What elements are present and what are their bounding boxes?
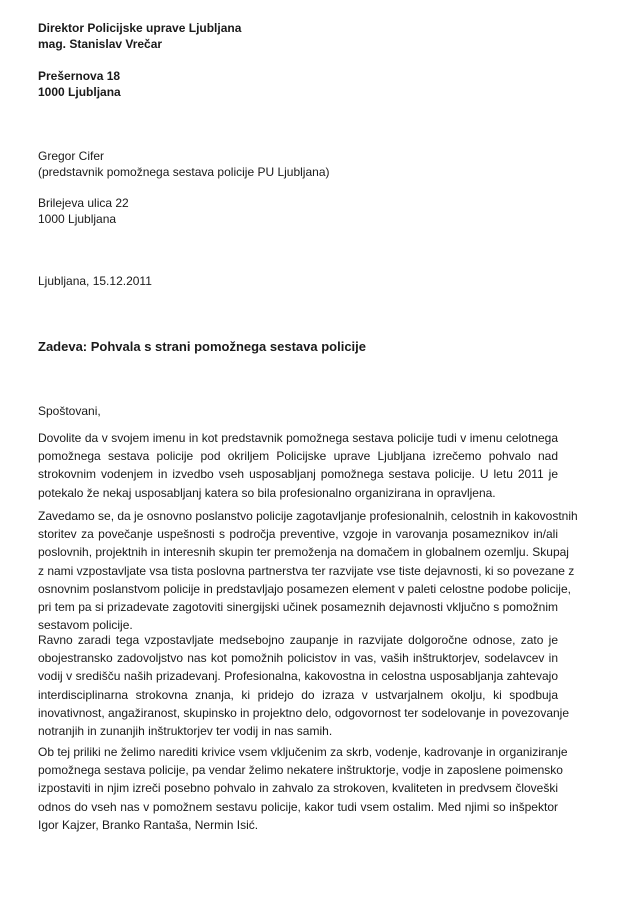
- letter-date: Ljubljana, 15.12.2011: [38, 274, 152, 288]
- paragraph-line: pomožnega sestava policije, pa vendar želimo nekatere inštruktorje, vodje in zaposlene poimensko: [38, 763, 563, 778]
- salutation: Spoštovani,: [38, 404, 101, 418]
- paragraph-line: notranjih in zunanjih inštruktorjev ter vodij in nas samih.: [38, 723, 333, 738]
- paragraph-line: osnovnim poslanstvom policije in predstavljajo posamezen element v paleti celostne podobe policije,: [38, 581, 571, 596]
- recipient-name: Gregor Cifer: [38, 149, 105, 163]
- recipient-city: 1000 Ljubljana: [38, 212, 117, 226]
- paragraph-line: Dovolite da v svojem imenu in kot predstavnik pomožnega sestava policije tudi v imenu celotnega: [38, 431, 558, 445]
- paragraph-line: odnos do vseh nas v pomožnem sestavu policije, kakor tudi vsem ostalim. Med njimi so inšpektor: [38, 799, 558, 814]
- paragraph-line: potekalo že nekaj usposabljanj katera so bila profesionalno organizirana in opravljena.: [38, 485, 496, 500]
- recipient-address: [38, 195, 129, 227]
- paragraph-line: Igor Kajzer, Branko Rantaša, Nermin Isić.: [38, 817, 259, 832]
- paragraph-2: [38, 507, 578, 634]
- paragraph-line: izpostaviti in njim izreči posebno pohvalo in zahvalo za strokoven, kvaliteten in predvsem človeški: [38, 781, 558, 796]
- paragraph-line: pri tem pa si prizadevate zagotoviti sinergijski učinek posameznih dejavnosti vključno s pomožnim: [38, 599, 558, 614]
- paragraph-line: Zavedamo se, da je osnovno poslanstvo policije zagotavljanje profesionalnih, celostnih in kakovostnih: [38, 509, 578, 523]
- paragraph-1: [38, 429, 558, 502]
- paragraph-line: storitev za povečanje uspešnosti s področja preventive, vzgoje in varovanja posameznikov in/ali: [38, 527, 558, 542]
- paragraph-line: poslovnih, projektnih in interesnih skupin ter premoženja na domačem in globalnem ozemlju. Skupaj: [38, 545, 569, 560]
- paragraph-line: obojestransko zadovoljstvo nas kot pomožnih policistov in vas, vaših inštruktorjev, sodelavcev in: [38, 651, 558, 666]
- sender-name: mag. Stanislav Vrečar: [38, 37, 163, 51]
- recipient-role: (predstavnik pomožnega sestava policije PU Ljubljana): [38, 165, 330, 179]
- paragraph-line: z nami vzpostavljate vsa tista poslovna partnerstva ter razvijate vse tiste dejavnosti, ki so povezane z: [38, 563, 575, 578]
- paragraph-line: Ob tej priliki ne želimo narediti krivice vsem vključenim za skrb, vodenje, kadrovanje in organiziranje: [38, 745, 568, 759]
- paragraph-line: interdisciplinarna strokovna znanja, ki pridejo do izraza v ustvarjalnem okolju, ki spodbuja: [38, 687, 558, 702]
- subject-line: Zadeva: Pohvala s strani pomožnega sestava policije: [38, 339, 367, 354]
- paragraph-line: strokovnim vodenjem in izvedbo vseh usposabljanj pomožnega sestava policije. U letu 2011 je: [38, 467, 558, 482]
- sender-header: [38, 20, 241, 52]
- paragraph-line: sestavom policije.: [38, 618, 133, 633]
- sender-title: Direktor Policijske uprave Ljubljana: [38, 21, 242, 35]
- paragraph-3: [38, 631, 569, 740]
- paragraph-line: vodij v središču naših prizadevanj. Profesionalna, kakovostna in celostna usposabljanja zahtevajo: [38, 669, 558, 684]
- recipient-block: [38, 148, 330, 180]
- sender-street: Prešernova 18: [38, 69, 121, 83]
- paragraph-line: pomožnega sestava policije pod okriljem Policijske uprave Ljubljana izrečemo pohvalo nad: [38, 449, 558, 464]
- sender-address: [38, 68, 121, 100]
- paragraph-line: Ravno zaradi tega vzpostavljate medsebojno zaupanje in razvijate dolgoročne odnose, zato je: [38, 633, 558, 647]
- recipient-street: Brilejeva ulica 22: [38, 196, 129, 210]
- letter-date-block: [38, 273, 152, 289]
- paragraph-4: [38, 743, 568, 834]
- paragraph-line: inovativnost, angažiranost, skupinsko in projektno delo, odgovornost ter sodelovanje in povezovanje: [38, 705, 569, 720]
- salutation-block: [38, 403, 101, 419]
- sender-city: 1000 Ljubljana: [38, 85, 121, 99]
